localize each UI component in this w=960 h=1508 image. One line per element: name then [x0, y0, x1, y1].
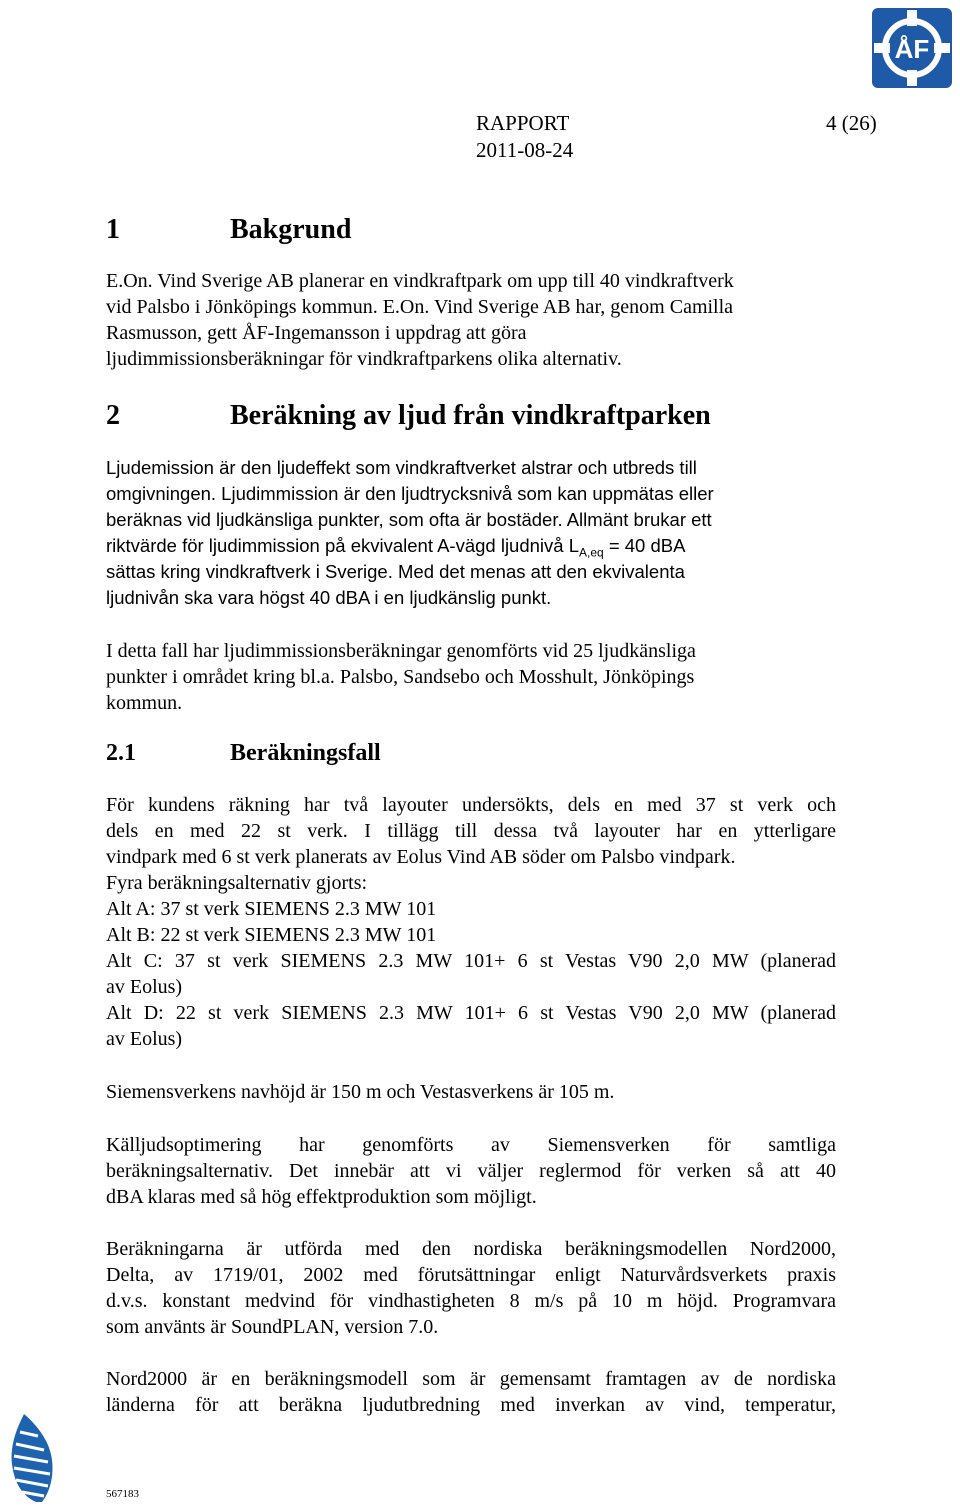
section-2-1-paragraph-5 [106, 1366, 836, 1418]
text-line: Alt D: 22 st verk SIEMENS 2.3 MW 101+ 6 st Vestas V90 2,0 MW (planerad [106, 1002, 836, 1024]
text-fragment: = 40 dBA [603, 535, 686, 556]
text-line: ljudnivån ska vara högst 40 dBA i en ljudkänslig punkt. [106, 587, 552, 608]
text-line [106, 533, 836, 559]
text-line: sättas kring vindkraftverk i Sverige. Med det menas att den ekvivalenta [106, 561, 685, 582]
text-fragment: riktvärde för ljudimmission på ekvivalent A-vägd ljudnivå L [106, 535, 579, 556]
section-title: Beräkningsfall [230, 740, 381, 766]
text-line: Beräkningarna är utförda med den nordiska beräkningsmodellen Nord2000, [106, 1238, 836, 1260]
text-line: d.v.s. konstant medvind för vindhastigheten 8 m/s på 10 m höjd. Programvara [106, 1290, 836, 1312]
section-number: 1 [106, 214, 120, 245]
af-logo [872, 8, 952, 88]
section-2-paragraph-2 [106, 638, 836, 716]
text-line: som använts är SoundPLAN, version 7.0. [106, 1316, 439, 1338]
text-line: kommun. [106, 692, 183, 714]
section-1-heading [106, 214, 351, 246]
text-line: av Eolus) [106, 1028, 183, 1050]
text-line: Fyra beräkningsalternativ gjorts: [106, 872, 368, 894]
text-line: ljudimmissionsberäkningar för vindkraftparkens olika alternativ. [106, 348, 622, 370]
section-2-heading [106, 400, 711, 432]
text-line: dels en med 22 st verk. I tillägg till dessa två layouter har en ytterligare [106, 820, 836, 842]
text-line: Ljudemission är den ljudeffekt som vindkraftverket alstrar och utbreds till [106, 457, 697, 478]
report-label: RAPPORT [476, 111, 570, 135]
document-code: 567183 [106, 1488, 139, 1500]
section-1-paragraph [106, 268, 836, 372]
text-line: För kundens räkning har två layouter undersökts, dels en med 37 st verk och [106, 794, 836, 816]
text-line: Rasmusson, gett ÅF-Ingemansson i uppdrag att göra [106, 322, 527, 344]
section-number: 2 [106, 400, 120, 431]
text-line: beräknas vid ljudkänsliga punkter, som ofta är bostäder. Allmänt brukar ett [106, 509, 712, 530]
logo-text: ÅF [894, 34, 930, 64]
text-line: E.On. Vind Sverige AB planerar en vindkraftpark om upp till 40 vindkraftverk [106, 270, 734, 292]
text-line: Delta, av 1719/01, 2002 med förutsättningar enligt Naturvårdsverkets praxis [106, 1264, 836, 1286]
text-line: Siemensverkens navhöjd är 150 m och Vestasverkens är 105 m. [106, 1081, 615, 1103]
text-line: I detta fall har ljudimmissionsberäkningar genomförts vid 25 ljudkänsliga [106, 640, 696, 662]
text-line: dBA klaras med så hög effektproduktion som möjligt. [106, 1186, 537, 1208]
text-line: beräkningsalternativ. Det innebär att vi väljer reglermod för verken så att 40 [106, 1160, 836, 1182]
section-2-1-paragraph-1 [106, 792, 836, 1052]
page-number: 4 (26) [826, 111, 877, 135]
text-line: Alt C: 37 st verk SIEMENS 2.3 MW 101+ 6 st Vestas V90 2,0 MW (planerad [106, 950, 836, 972]
text-line: vid Palsbo i Jönköpings kommun. E.On. Vind Sverige AB har, genom Camilla [106, 296, 734, 318]
subscript: A,eq [579, 545, 604, 560]
section-title: Beräkning av ljud från vindkraftparken [230, 400, 711, 431]
text-line: punkter i området kring bl.a. Palsbo, Sandsebo och Mosshult, Jönköpings [106, 666, 695, 688]
text-line: Nord2000 är en beräkningsmodell som är gemensamt framtagen av de nordiska [106, 1368, 836, 1390]
section-number: 2.1 [106, 740, 136, 766]
text-line: av Eolus) [106, 976, 183, 998]
section-2-1-heading [106, 740, 381, 767]
section-title: Bakgrund [230, 214, 352, 245]
section-2-1-paragraph-4 [106, 1236, 836, 1340]
text-line: Källjudsoptimering har genomförts av Siemensverken för samtliga [106, 1134, 836, 1156]
report-date: 2011-08-24 [476, 138, 574, 162]
section-2-paragraph-1 [106, 455, 836, 611]
section-2-1-paragraph-3 [106, 1132, 836, 1210]
text-line: omgivningen. Ljudimmission är den ljudtrycksnivå som kan uppmätas eller [106, 483, 714, 504]
text-line: länderna för att beräkna ljudutbredning med inverkan av vind, temperatur, [106, 1394, 836, 1416]
section-2-1-paragraph-2 [106, 1079, 836, 1105]
text-line: vindpark med 6 st verk planerats av Eolus Vind AB söder om Palsbo vindpark. [106, 846, 736, 868]
text-line: Alt B: 22 st verk SIEMENS 2.3 MW 101 [106, 924, 437, 946]
text-line: Alt A: 37 st verk SIEMENS 2.3 MW 101 [106, 898, 437, 920]
shell-logo [6, 1412, 58, 1504]
